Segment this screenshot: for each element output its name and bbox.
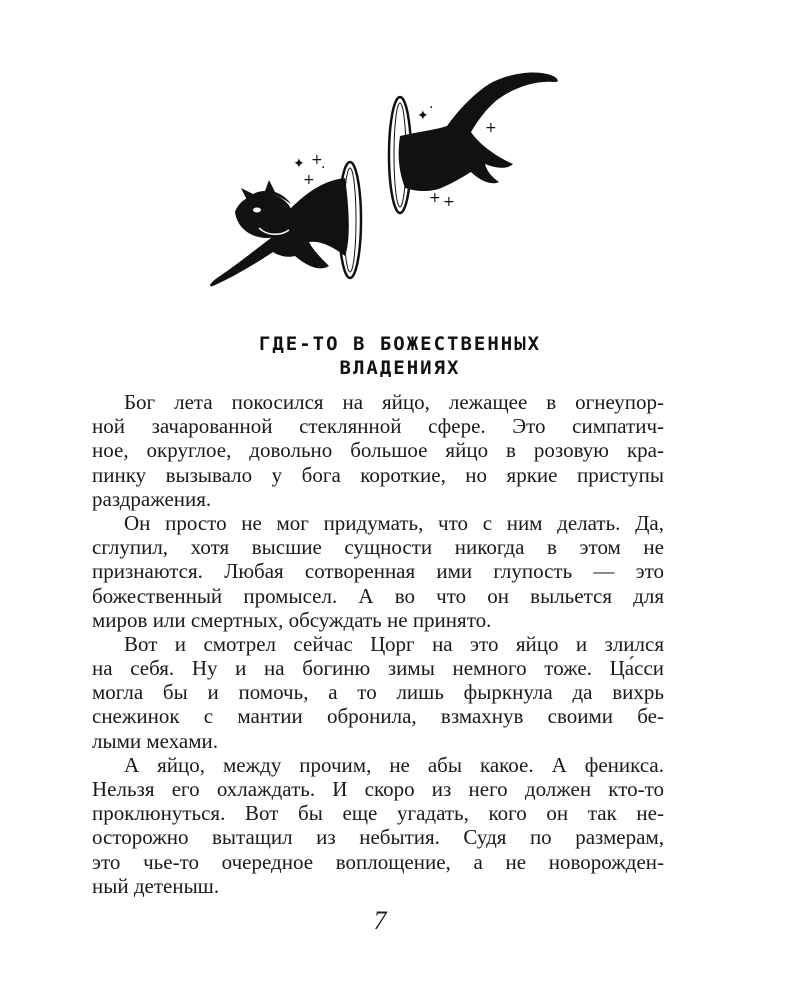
svg-text:·: · [321,160,326,176]
cat-back-half-icon [399,72,558,191]
svg-text:✦: ✦ [293,156,305,172]
text-line: Нельзя его охлаждать. И скоро из него должен кто-то [92,777,664,801]
paragraph [92,753,664,898]
cat-front-half-icon [210,178,349,286]
paragraph [92,390,664,511]
text-line: ный детеныш. [92,873,220,898]
text-line: пинку вызывало у бога короткие, но яркие приступы [92,462,664,487]
text-line: проклюнуться. Вот бы еще угадать, кого он так не- [92,801,664,826]
chapter-title-line: ВЛАДЕНИЯХ [339,357,461,379]
cat-portal-illustration [195,60,575,300]
text-line: ной зачарованной стеклянной сфере. Это симпатич- [92,414,664,439]
text-line: миров или смертных, обсуждать не принято. [92,607,492,632]
paragraph [92,632,664,753]
chapter-title [80,332,720,380]
svg-text:·: · [429,100,434,116]
body-text [92,390,664,898]
svg-text:+: + [303,172,315,188]
svg-text:+: + [429,190,441,206]
text-line: сглупил, хотя высшие сущности никогда в этом не [92,535,664,560]
svg-text:+: + [485,120,497,136]
text-line: на себя. Ну и на богиню зимы немного тоже. Ца́сси [92,656,664,681]
svg-text:✦: ✦ [417,108,429,124]
svg-text:·: · [481,140,486,156]
text-line: божественный промысел. А во что он выльется для [92,583,664,608]
text-line: признаются. Любая сотворенная ими глупость — это [92,559,664,584]
text-line: Бог лета покосился на яйцо, лежащее в огнеупор- [124,390,664,414]
text-line: могла бы и помочь, а то лишь фыркнула да вихрь [92,680,664,705]
svg-text:+: + [443,194,455,210]
text-line: Вот и смотрел сейчас Цорг на это яйцо и злился [124,631,664,656]
text-line: снежинок с мантии обронила, взмахнув своими бе- [92,704,664,729]
text-line: раздражения. [92,486,212,511]
page-number: 7 [373,906,387,935]
text-line: ное, округлое, довольно большое яйцо в розовую кра- [92,438,664,463]
text-line: Он просто не мог придумать, что с ним делать. Да, [124,510,664,535]
svg-text:+: + [311,152,323,168]
paragraph [92,511,664,632]
text-line: это чье-то очередное воплощение, а не новорожден- [92,849,664,874]
chapter-title-line: ГДЕ-ТО В БОЖЕСТВЕННЫХ [258,333,542,355]
cat-portal-svg [195,60,575,300]
text-line: А яйцо, между прочим, не абы какое. А феникса. [124,752,664,777]
text-line: лыми мехами. [92,728,219,753]
text-line: осторожно вытащил из небытия. Судя по размерам, [92,825,664,850]
